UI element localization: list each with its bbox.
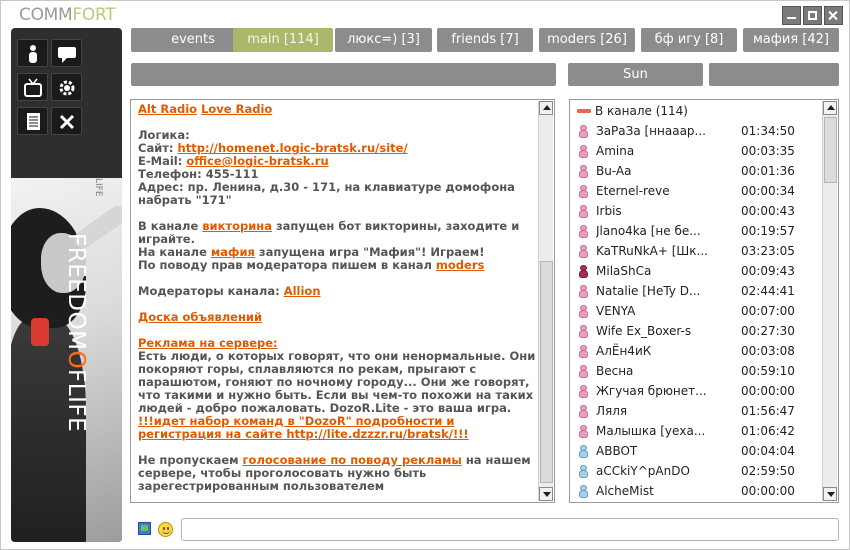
channel-link[interactable]: викторина <box>202 219 272 233</box>
scroll-up-button[interactable] <box>823 101 837 115</box>
tab-mafia[interactable]: мафия [42] <box>743 28 839 52</box>
site-link[interactable]: http://homenet.logic-bratsk.ru/site/ <box>177 141 408 155</box>
message-input[interactable] <box>181 518 839 541</box>
male-user-icon <box>579 465 588 478</box>
user-online-time: 00:19:57 <box>741 224 795 238</box>
user-name: Жгучая брюнет... <box>596 384 707 398</box>
status-bar[interactable] <box>709 63 839 86</box>
user-row[interactable] <box>571 341 823 361</box>
user-row[interactable] <box>571 161 823 181</box>
female-user-icon <box>579 425 588 438</box>
user-name: Wife Ex_Boxer-s <box>596 324 692 338</box>
tab-moders[interactable]: moders [26] <box>539 28 635 52</box>
user-row[interactable] <box>571 301 823 321</box>
minimize-icon <box>787 11 796 19</box>
chat-panel[interactable] <box>130 99 555 503</box>
user-row[interactable] <box>571 281 823 301</box>
recruit-link[interactable]: !!!идет набор команд в "DozoR" подробности и регистрация на сайте http://lite.dzzzr.ru/bratsk/!!! <box>138 414 469 441</box>
maximize-button[interactable] <box>803 6 822 25</box>
chat-text: Есть люди, о которых говорят, что они ненормальные. Они покоряют горы, сплавляются по рекам, прыгают с парашютом, гоняют по ночному городу... Они же говорят, что такими и нужно быть. Если вы чем-то похожи на таких людей - добро пожаловать. DozoR.Lite - это ваша игра. <box>138 349 536 415</box>
slogan-accent: O <box>63 350 89 370</box>
chat-text: Телефон: 455-111 <box>138 167 259 181</box>
user-online-time: 00:07:00 <box>741 304 795 318</box>
user-name: Irbis <box>596 204 622 218</box>
image-icon[interactable] <box>138 522 151 535</box>
user-name: Ляля <box>596 404 628 418</box>
user-row[interactable] <box>571 241 823 261</box>
radio-link[interactable]: Alt Radio <box>138 103 198 116</box>
user-row[interactable] <box>571 441 823 461</box>
user-name: ABBOT <box>596 444 638 458</box>
chat-scrollbar[interactable] <box>538 101 553 501</box>
user-row[interactable] <box>571 121 823 141</box>
chat-text: Логика: <box>138 128 190 142</box>
female-user-icon <box>579 165 588 178</box>
left-sidebar <box>11 28 122 542</box>
female-user-icon <box>579 325 588 338</box>
dark-female-user-icon <box>579 265 588 278</box>
user-name: ЗаРаЗа [ннааар... <box>596 124 706 138</box>
female-user-icon <box>579 385 588 398</box>
female-user-icon <box>579 245 588 258</box>
user-name: KaTRuNkA+ [Шк... <box>596 244 708 258</box>
user-online-time: 00:01:36 <box>741 164 795 178</box>
channel-link[interactable]: мафия <box>210 245 255 259</box>
user-online-time: 00:59:10 <box>741 364 795 378</box>
user-row[interactable] <box>571 381 823 401</box>
chat-messages: Alt Radio Love Radio Логика: Сайт: http://homenet.logic-bratsk.ru/site/ E-Mail: office@logic-bratsk.ru Телефон: 455-111 Адрес: пр. Ленина, д.30 - 171, на клавиатуре домофона набрать "171" В канале викторина запущен бот викторины, заходите и играйте. На канале мафия запущена игра "Мафия"! Играем! По поводу прав модератора пишем в канал moders Модераторы канала: Allion Доска объявлений Реклама на сервере: Есть люди, о которых говорят, что они ненормальные. Они покоряют горы, сплавляются по рекам, прыгают с парашютом, гоняют по ночному городу... Они же говорят, что такими и нужно быть. Если вы чем-то похожи на таких людей - добро пожаловать. DozoR.Lite - это ваша игра. !!!идет набор команд в "DozoR" подробности и регистрация на сайте http://lite.dzzzr.ru/bratsk/!!! Не пропускаем голосование по поводу рекламы на нашем сервере, чтобы проголосовать нужно быть зарегестрированным пользователем <box>138 103 536 493</box>
window-controls <box>782 6 843 25</box>
radio-link[interactable]: Love Radio <box>201 103 273 116</box>
close-icon <box>52 108 83 136</box>
collapse-icon[interactable] <box>577 109 591 113</box>
user-online-time: 00:09:43 <box>741 264 795 278</box>
user-info-button[interactable] <box>17 39 48 67</box>
user-online-time: 01:06:42 <box>741 424 795 438</box>
female-user-icon <box>579 365 588 378</box>
chat-text: Адрес: пр. Ленина, д.30 - 171, на клавиатуре домофона набрать "171" <box>138 180 515 207</box>
smiley-icon[interactable] <box>158 522 173 537</box>
board-link[interactable]: Доска объявлений <box>138 310 263 324</box>
user-online-time: 01:34:50 <box>741 124 795 138</box>
gear-icon <box>52 74 83 102</box>
user-name: Jlano4ka [не бе... <box>596 224 701 238</box>
close-icon <box>829 11 838 20</box>
user-online-time: 00:00:43 <box>741 204 795 218</box>
user-name: MilaShCa <box>596 264 652 278</box>
female-user-icon <box>579 405 588 418</box>
arrow-up-icon <box>543 105 551 110</box>
scroll-up-button[interactable] <box>539 101 553 115</box>
user-name: Natalie [HeTy D... <box>596 284 701 298</box>
female-user-icon <box>579 345 588 358</box>
user-online-time: 01:56:47 <box>741 404 795 418</box>
close-window-button[interactable] <box>824 6 843 25</box>
user-row[interactable] <box>571 481 823 501</box>
female-user-icon <box>579 305 588 318</box>
user-row[interactable] <box>571 361 823 381</box>
user-name: Bu-Aa <box>596 164 632 178</box>
channel-link[interactable]: moders <box>435 258 485 272</box>
minimize-button[interactable] <box>782 6 801 25</box>
scroll-down-button[interactable] <box>539 487 553 501</box>
male-user-icon <box>579 485 588 498</box>
user-online-time: 00:00:00 <box>741 484 795 498</box>
arrow-down-icon <box>827 492 835 497</box>
user-name: VENYA <box>596 304 636 318</box>
user-info-icon <box>18 40 49 68</box>
user-online-time: 00:00:34 <box>741 184 795 198</box>
user-online-time: 02:59:50 <box>741 464 795 478</box>
user-list-panel[interactable] <box>569 99 839 503</box>
female-user-icon <box>579 225 588 238</box>
user-online-time: 00:03:35 <box>741 144 795 158</box>
logo-part-fort: FORT <box>72 5 116 25</box>
scroll-thumb[interactable] <box>540 261 553 483</box>
sidebar-small-text: LIFE <box>93 178 103 197</box>
user-row[interactable] <box>571 261 823 281</box>
tab-bf-igu[interactable]: бф игу [8] <box>641 28 737 52</box>
user-row[interactable] <box>571 141 823 161</box>
user-row[interactable] <box>571 321 823 341</box>
user-list-scrollbar[interactable] <box>822 101 837 501</box>
document-icon <box>18 108 49 136</box>
tab-events[interactable]: events <box>131 28 255 52</box>
user-online-time: 00:00:00 <box>741 384 795 398</box>
user-name: Весна <box>596 364 634 378</box>
male-user-icon <box>579 445 588 458</box>
arrow-up-icon <box>827 105 835 110</box>
slogan-part-3: FLIFE <box>63 369 89 433</box>
female-user-icon <box>579 125 588 138</box>
vote-link[interactable]: голосование по поводу рекламы <box>242 453 462 467</box>
slogan-part-1: FREEDOM <box>63 233 89 351</box>
user-row[interactable] <box>571 421 823 441</box>
user-list <box>571 101 823 501</box>
tab-friends[interactable]: friends [7] <box>437 28 533 52</box>
email-link[interactable]: office@logic-bratsk.ru <box>186 154 329 168</box>
user-list-header[interactable]: В канале (114) <box>571 101 823 121</box>
logo-part-comm: COMM <box>19 5 73 25</box>
radio-tv-button[interactable] <box>17 73 48 101</box>
user-online-time: 00:04:04 <box>741 444 795 458</box>
document-button[interactable] <box>17 107 48 135</box>
user-row[interactable] <box>571 401 823 421</box>
user-online-time: 00:03:08 <box>741 344 795 358</box>
user-name: Amina <box>596 144 635 158</box>
app-logo <box>19 5 115 25</box>
female-user-icon <box>579 285 588 298</box>
user-row[interactable] <box>571 221 823 241</box>
user-name: АлЁн4иК <box>596 344 652 358</box>
user-row[interactable] <box>571 201 823 221</box>
female-user-icon <box>579 145 588 158</box>
female-user-icon <box>579 185 588 198</box>
user-name: Eternel-reve <box>596 184 670 198</box>
speech-bubble-icon <box>52 40 83 68</box>
topic-bar <box>131 63 556 86</box>
messages-button[interactable] <box>51 39 82 67</box>
tab-lux[interactable]: люкс=) [3] <box>335 28 432 52</box>
sidebar-slogan <box>63 233 89 533</box>
user-online-time: 00:27:30 <box>741 324 795 338</box>
user-online-time: 03:23:05 <box>741 244 795 258</box>
user-name: AlcheMist <box>596 484 654 498</box>
female-user-icon <box>579 205 588 218</box>
scroll-thumb[interactable] <box>824 117 837 183</box>
arrow-down-icon <box>543 492 551 497</box>
exit-button[interactable] <box>51 107 82 135</box>
user-name: aCCkiY^pAnDO <box>596 464 690 478</box>
user-row[interactable] <box>571 461 823 481</box>
user-name: Малышка [уеха... <box>596 424 706 438</box>
scroll-down-button[interactable] <box>823 487 837 501</box>
user-online-time: 02:44:41 <box>741 284 795 298</box>
maximize-icon <box>808 11 817 20</box>
user-row[interactable] <box>571 181 823 201</box>
ads-link[interactable]: Реклама на сервере: <box>138 336 278 350</box>
tab-main[interactable]: main [114] <box>233 28 333 52</box>
tv-icon <box>18 74 49 102</box>
user-link[interactable]: Allion <box>283 284 321 298</box>
settings-button[interactable] <box>51 73 82 101</box>
user-name-bar[interactable]: Sun <box>568 63 703 86</box>
